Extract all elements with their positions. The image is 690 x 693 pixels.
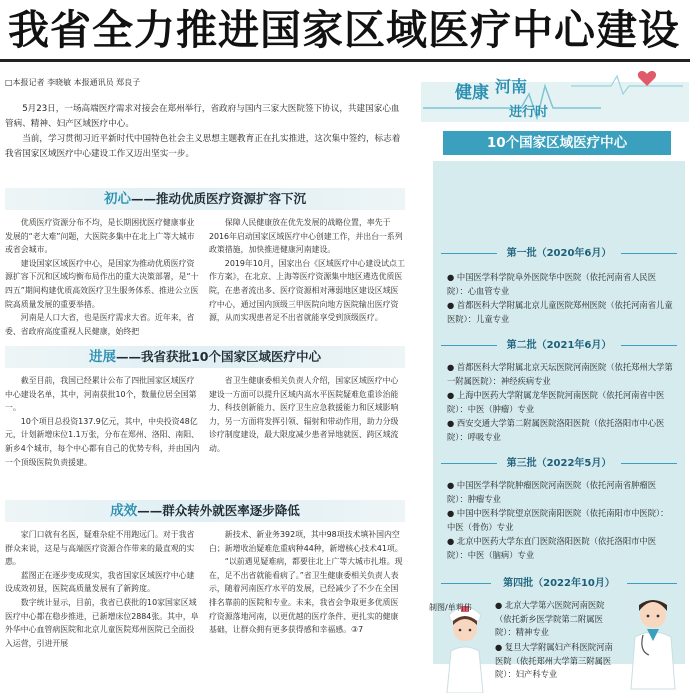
section-3-column-right [209,528,405,662]
section-2-column-left [5,374,201,498]
section-keyword: 初心 [103,191,131,207]
center-entry: ● 中国医学科学院肿瘤医院河南医院（依托河南省肿瘤医院）：肿瘤专业 [447,480,657,504]
section-heading-1 [5,188,405,210]
center-entry: ● 北京大学第六医院河南医院（依托新乡医学院第二附属医院）：精神专业 [495,600,605,638]
doctor-illustration-icon [625,589,681,689]
center-entry-text: 复旦大学附属妇产科医院河南医院（依托郑州大学第三附属医院）：妇产科专业 [495,642,613,680]
section-keyword: 成效 [110,503,138,519]
brand-jinxingshi: 进行时 [509,105,549,120]
batch-heading-3 [433,455,685,472]
paragraph: 保障人民健康放在优先发展的战略位置，率先于2016年启动国家区域医疗中心创建工作，并出台一系列政策措施，加快推进健康河南建设。 [209,218,403,255]
center-entry-text: 中国医学科学院阜外医院华中医院（依托河南省人民医院）：心血管专业 [447,272,657,296]
lead-paragraph-1: 5月23日，一场高端医疗需求对接会在郑州举行，省政府与国内三家大医院签下协议，共建国家心血管病、精神、妇产区域医疗中心。 [5,104,400,129]
center-entry-text: 西安交通大学第二附属医院洛阳医院（依托洛阳市中心医院）：呼吸专业 [447,418,665,442]
byline: □本报记者 李晓敏 本报通讯员 郑良子 [5,78,141,87]
paragraph: 优质医疗资源分布不均，是长期困扰医疗健康事业发展的“老大难”问题，大医院多集中在北上广等大城市或省会城市。 [5,218,195,255]
heartbeat-logo-icon [421,64,689,124]
batch-heading-2 [433,337,685,354]
center-entry: ● 中国医学科学院阜外医院华中医院（依托河南省人民医院）：心血管专业 [447,272,657,296]
section-heading-text [5,500,405,522]
center-entry-text: 北京中医药大学东直门医院洛阳医院（依托洛阳市中医院）：中医（脑病）专业 [447,536,657,560]
section-1-column-right [209,216,405,340]
paragraph: 省卫生健康委相关负责人介绍，国家区域医疗中心建设一方面可以提升区域内高水平医院疑难危重诊治能力、科技创新能力、医疗卫生应急救援能力和区域影响力，另一方面将发挥引领、辐射和带动作用，助力分级诊疗制度建设，最大限度减少患者异地就医、跨区域流动。 [209,376,399,453]
center-entry: ● 复旦大学附属妇产科医院河南医院（依托郑州大学第三附属医院）：妇产科专业 [495,642,613,680]
section-heading-3 [5,500,405,522]
batch-label: 第三批（2022年5月） [506,458,612,469]
headline: 我省全力推进国家区域医疗中心建设 [8,6,680,54]
center-entry-text: 上海中医药大学附属龙华医院河南医院（依托河南省中医院）：中医（肿瘤）专业 [447,390,665,414]
sidebar-infographic [421,64,689,680]
center-entry-text: 中国医学科学院肿瘤医院河南医院（依托河南省肿瘤医院）：肿瘤专业 [447,480,657,504]
paragraph: 河南是人口大省，也是医疗需求大省。近年来，省委、省政府高度重视人民健康，始终把 [5,313,195,336]
paragraph: “以前遇见疑难病，都要往北上广等大城市扎堆。现在，足不出省就能看病了。”省卫生健康委相关负责人表示，随着河南医疗水平的发展，已经减少了不少在全国排名靠前的医院和专业。未来，我省会争取更多优质医疗资源落地河南，以更优越的医疗条件、更扎实的健康基础，让群众拥有更多获得感和幸福感。③7 [209,557,403,635]
paragraph: 建设国家区域医疗中心，是国家为推动优质医疗资源扩容下沉和区域均衡布局作出的重大决策部署，是“十四五”期间构建优质高效医疗卫生服务体系、推进公立医院高质量发展的重要举措。 [5,258,199,309]
paragraph: 新技术、新业务392项，其中98项技术填补国内空白；新增收治疑难危重病种44种，新增核心技术41项。 [209,530,403,553]
paragraph: 家门口就有名医，疑难杂症不用跑远门。对于我省群众来说，这是与高端医疗资源合作带来的最直观的实惠。 [5,530,195,567]
center-list-panel [433,161,685,680]
section-2-column-right [209,374,405,498]
center-entry-text: 北京大学第六医院河南医院（依托新乡医学院第二附属医院）：精神专业 [495,600,605,638]
section-subtitle: ——推动优质医疗资源扩容下沉 [130,191,306,206]
center-entry: ● 中国中医科学院望京医院南阳医院（依托南阳市中医院）：中医（骨伤）专业 [447,508,669,532]
lead-paragraph-2: 当前，学习贯彻习近平新时代中国特色社会主义思想主题教育正在扎实推进，这次集中签约，标志着我省国家区域医疗中心建设工作又迈出坚实一步。 [5,134,401,159]
center-entry-text: 首都医科大学附属北京儿童医院郑州医院（依托河南省儿童医院）：儿童专业 [447,300,673,324]
center-entry: ● 首都医科大学附属北京天坛医院河南医院（依托郑州大学第一附属医院）：神经疾病专业 [447,362,673,386]
headline-rule [0,59,690,62]
batch-label: 第一批（2020年6月） [506,248,612,259]
brand-jiankang: 健康 [455,83,489,103]
center-entry-text: 中国中医科学院望京医院南阳医院（依托南阳市中医院）：中医（骨伤）专业 [447,508,669,532]
batch-heading-1 [433,245,685,262]
section-heading-text [5,346,405,368]
paragraph: 数字统计显示，目前，我省已获批的10家国家区域医疗中心都在稳步推进，已新增床位2884张。其中，阜外华中心血管病医院和北京儿童医院郑州医院已全面投入运营，引进开展 [5,597,199,648]
center-entry: ● 北京中医药大学东直门医院洛阳医院（依托洛阳市中医院）：中医（脑病）专业 [447,536,657,560]
box-title: 10个国家区域医疗中心 [443,131,671,155]
main-article [0,64,412,664]
section-1-column-left [5,216,201,340]
brand-henan: 河南 [495,77,528,96]
section-heading-2 [5,346,405,368]
center-entry-text: 首都医科大学附属北京天坛医院河南医院（依托郑州大学第一附属医院）：神经疾病专业 [447,362,673,386]
graphic-credit: 制图/单莉伟 [429,603,472,612]
column-brand-logo [421,64,689,124]
paragraph: 蓝图正在逐步变成现实，我省国家区域医疗中心建设成效初显，医院高质量发展有了新跨度。 [5,570,195,594]
paragraph: 10个项目总投资137.9亿元，其中，中央投资48亿元，计划新增床位1.1万张，分布在郑州、洛阳、南阳、新乡4个城市，每个中心都有自己的优势专科，并由国内一个顶级医院负责援建。 [5,416,200,467]
section-subtitle: ——群众转外就医率逐步降低 [137,503,300,518]
section-keyword: 进展 [89,349,117,365]
batch-label: 第四批（2022年10月） [503,578,615,589]
paragraph: 截至目前，我国已经累计公布了四批国家区域医疗中心建设名单，其中，河南获批10个，数量位居全国第一。 [5,376,197,413]
section-heading-text [5,188,405,210]
section-subtitle: ——我省获批10个国家区域医疗中心 [116,349,321,364]
section-3-column-left [5,528,201,662]
center-entry: ● 上海中医药大学附属龙华医院河南医院（依托河南省中医院）：中医（肿瘤）专业 [447,390,665,414]
paragraph: 2019年10月，国家出台《区域医疗中心建设试点工作方案》，在北京、上海等医疗资源集中地区遴选优质医院，在患者流出多、医疗资源相对薄弱地区建设区域医疗中心，通过国内顶级三甲医院向地方医院输出医疗资源，从而实现患者足不出省就能享受到顶级医疗。 [209,258,405,323]
batch-label: 第二批（2021年6月） [506,340,612,351]
center-entry: ● 西安交通大学第二附属医院洛阳医院（依托洛阳市中心医院）：呼吸专业 [447,418,665,442]
center-entry: ● 首都医科大学附属北京儿童医院郑州医院（依托河南省儿童医院）：儿童专业 [447,300,673,324]
